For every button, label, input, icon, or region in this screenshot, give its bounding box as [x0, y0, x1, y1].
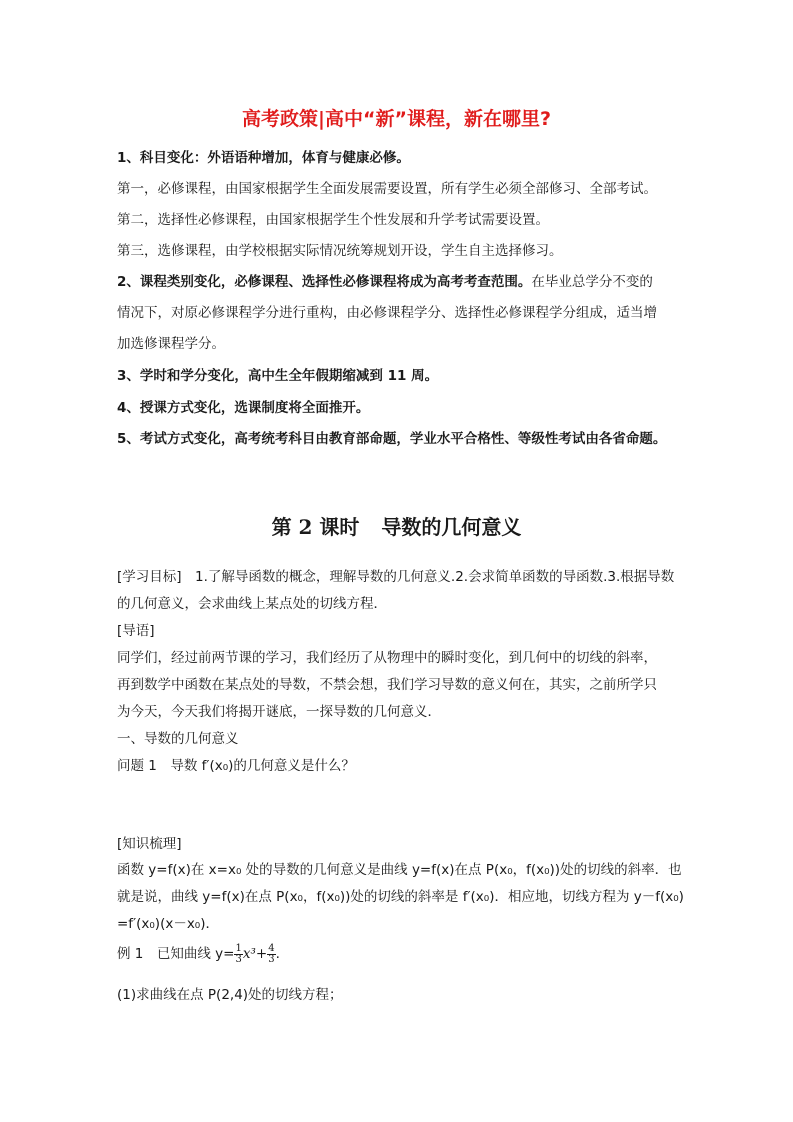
policy-item-1b: 第二，选择性必修课程，由国家根据学生个性发展和升学考试需要设置。 — [117, 212, 549, 228]
knowledge-line3: =f′(x₀)(x－x₀)． — [117, 916, 219, 932]
fraction-one-third: $\frac{1}{3}$ — [235, 942, 242, 965]
policy-item-3: 3、学时和学分变化，高中生全年假期缩减到 11 周。 — [117, 368, 439, 384]
lesson-title — [0, 511, 793, 540]
policy-item-4: 4、授课方式变化，选课制度将全面推开。 — [117, 400, 370, 416]
policy-item-2 — [117, 270, 653, 290]
question-1: 问题 1 导数 f′(x₀)的几何意义是什么？ — [117, 758, 355, 774]
example-1: 例 1 已知曲线 y= $\frac{1}{3}$ x³+ $\frac{4}{3}$ . — [117, 942, 280, 965]
lesson-title-part-b: 导数的几何意义 — [381, 515, 522, 539]
intro-line1: 同学们，经过前两节课的学习，我们经历了从物理中的瞬时变化，到几何中的切线的斜率， — [117, 650, 657, 666]
intro-line2: 再到数学中函数在某点处的导数，不禁会想，我们学习导数的意义何在，其实，之前所学只 — [117, 677, 657, 693]
policy-item-1: 1、科目变化：外语语种增加，体育与健康必修。 — [117, 150, 410, 166]
learning-goal-line2: 的几何意义，会求曲线上某点处的切线方程． — [117, 596, 387, 612]
policy-item-2-line2: 情况下，对原必修课程学分进行重构，由必修课程学分、选择性必修课程学分组成，适当增 — [117, 305, 657, 321]
learning-goal-line1: [学习目标] 1.了解导函数的概念，理解导数的几何意义.2.会求简单函数的导函数.3.根据导数 — [117, 569, 675, 585]
policy-item-1c: 第三，选修课程，由学校根据实际情况统筹规划开设，学生自主选择修习。 — [117, 243, 563, 259]
example-1-question-1: (1)求曲线在点 P(2,4)处的切线方程； — [117, 987, 343, 1003]
intro-line3: 为今天，今天我们将揭开谜底，一探导数的几何意义． — [117, 704, 441, 720]
knowledge-tag: [知识梳理] — [117, 836, 182, 852]
policy-item-2-rest: 在毕业总学分不变的 — [531, 274, 653, 290]
knowledge-line2: 就是说，曲线 y=f(x)在点 P(x₀，f(x₀))处的切线的斜率是 f′(x₀)．相应地，切线方程为 y－f(x₀) — [117, 889, 684, 905]
policy-item-2-bold: 2、课程类别变化，必修课程、选择性必修课程将成为高考考查范围。 — [117, 274, 532, 290]
knowledge-line1: 函数 y=f(x)在 x=x₀ 处的导数的几何意义是曲线 y=f(x)在点 P(x₀，f(x₀))处的切线的斜率．也 — [117, 862, 682, 878]
example-1-label: 例 1 已知曲线 y= — [117, 946, 235, 962]
policy-title: 高考政策|高中“新”课程，新在哪里? — [242, 108, 551, 130]
policy-item-5: 5、考试方式变化，高考统考科目由教育部命题，学业水平合格性、等级性考试由各省命题。 — [117, 431, 667, 447]
lesson-title-part-a: 第 2 课时 — [271, 515, 360, 539]
example-1-term: x³+ — [242, 946, 268, 962]
policy-item-1a: 第一，必修课程，由国家根据学生全面发展需要设置，所有学生必须全部修习、全部考试。 — [117, 181, 657, 197]
section-heading: 一、导数的几何意义 — [117, 731, 239, 747]
fraction-four-thirds: $\frac{4}{3}$ — [268, 942, 275, 965]
policy-item-2-line3: 加选修课程学分。 — [117, 336, 225, 352]
intro-tag: [导语] — [117, 623, 155, 639]
